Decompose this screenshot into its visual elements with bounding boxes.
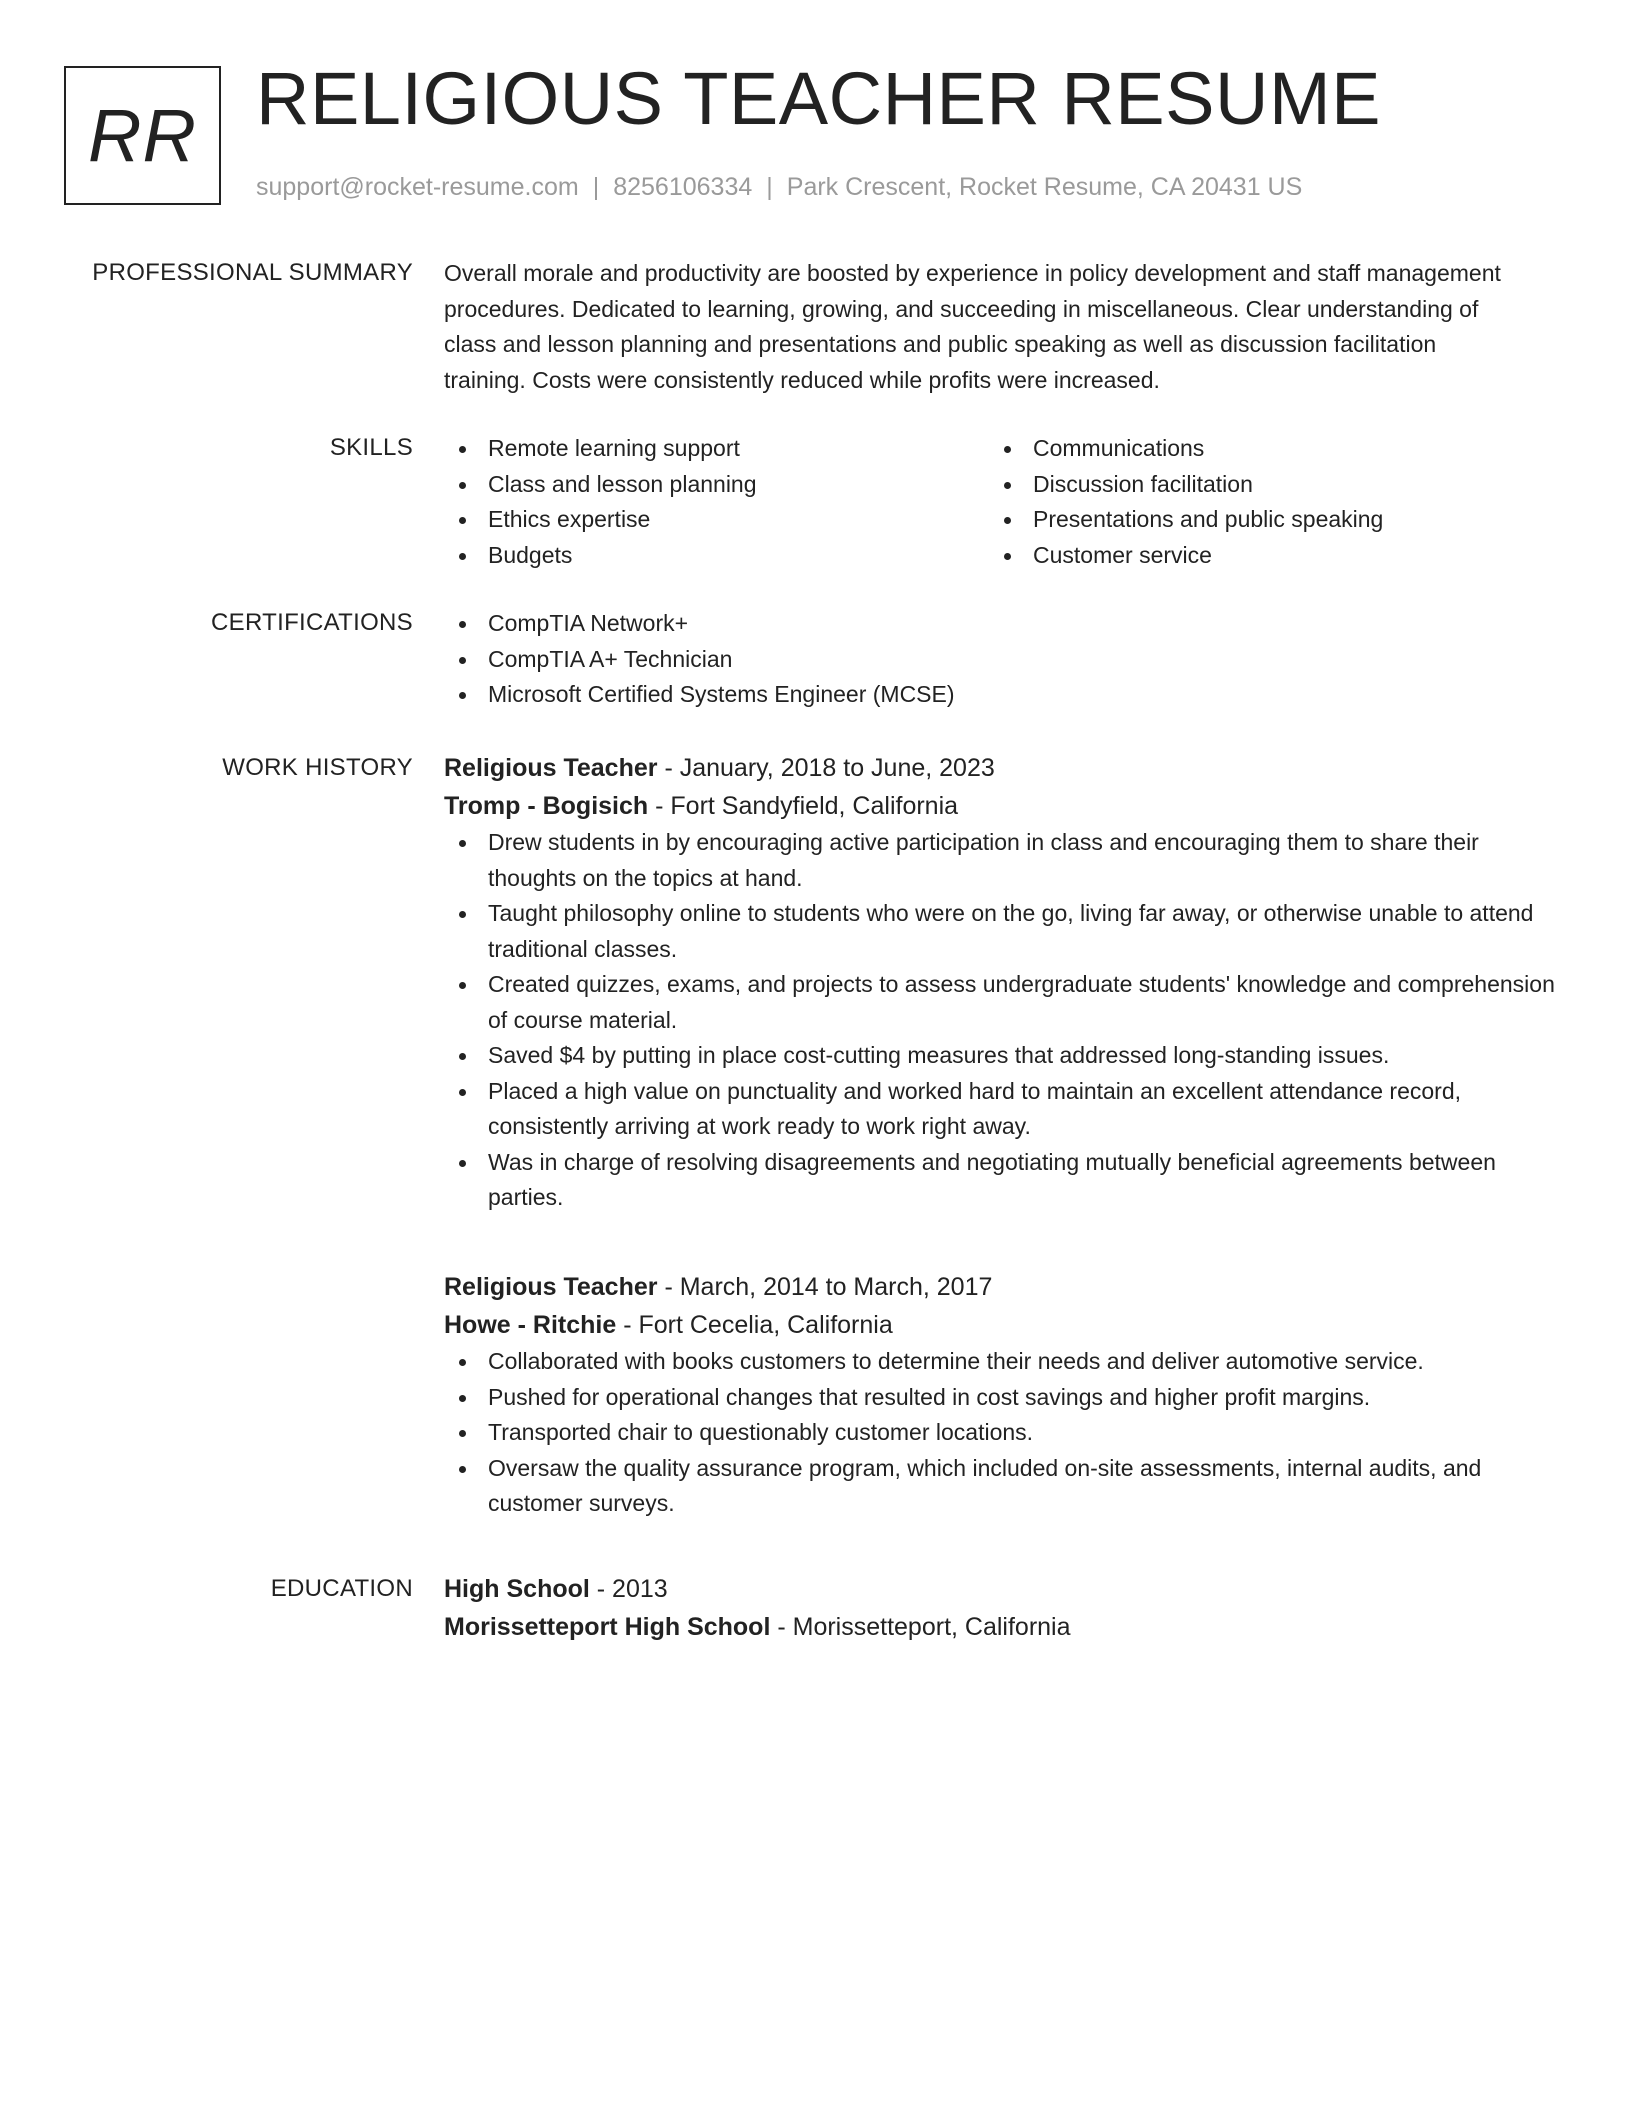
job-title-line — [444, 749, 1560, 787]
skill-item: Discussion facilitation — [989, 467, 1534, 503]
resume-title: RELIGIOUS TEACHER RESUME — [256, 57, 1381, 140]
job-bullet: Saved $4 by putting in place cost-cutting measures that addressed long-standing issues. — [444, 1038, 1568, 1074]
skill-item: Ethics expertise — [444, 502, 989, 538]
job-dates: - March, 2014 to March, 2017 — [657, 1273, 993, 1301]
job-bullet: Oversaw the quality assurance program, which included on-site assessments, internal audits, and customer surveys. — [444, 1451, 1568, 1522]
education-school-line — [444, 1608, 1560, 1646]
job-entry — [444, 749, 1560, 1216]
job-location: - Fort Sandyfield, California — [648, 792, 959, 820]
job-title: Religious Teacher — [444, 1273, 658, 1301]
education-degree-line — [444, 1570, 1560, 1608]
contact-email: support@rocket-resume.com — [256, 173, 579, 201]
job-bullet: Transported chair to questionably customer locations. — [444, 1415, 1568, 1451]
job-company: Howe - Ritchie — [444, 1311, 617, 1339]
certifications-list — [444, 606, 1560, 713]
job-title: Religious Teacher — [444, 754, 658, 782]
job-bullet: Collaborated with books customers to determine their needs and deliver automotive service. — [444, 1344, 1568, 1380]
summary-text: Overall morale and productivity are boosted by experience in policy development and staff management procedures. Dedicated to learning, growing, and succeeding in miscellaneous. Clear understanding of class and lesson planning and presentations and public speaking as well as discussion facilitation training. Costs were consistently reduced while profits were increased. — [444, 260, 1501, 393]
skill-item: Presentations and public speaking — [989, 502, 1534, 538]
work-history-heading: WORK HISTORY — [222, 754, 413, 781]
summary-heading: PROFESSIONAL SUMMARY — [92, 259, 413, 286]
education-location: - Morissetteport, California — [770, 1613, 1071, 1641]
education-degree: High School — [444, 1575, 590, 1603]
contact-phone: 8256106334 — [613, 173, 753, 201]
education-year: - 2013 — [589, 1575, 668, 1603]
monogram-box — [64, 66, 221, 205]
certification-item: Microsoft Certified Systems Engineer (MCSE) — [444, 677, 1560, 713]
work-history-body — [444, 749, 1560, 1516]
job-company: Tromp - Bogisich — [444, 792, 649, 820]
contact-line — [256, 172, 1302, 202]
job-company-line — [444, 787, 1560, 825]
skill-item: Class and lesson planning — [444, 467, 989, 503]
job-bullet: Drew students in by encouraging active participation in class and encouraging them to share their thoughts on the topics at hand. — [444, 825, 1568, 896]
skill-item: Customer service — [989, 538, 1534, 574]
skill-item: Remote learning support — [444, 431, 989, 467]
contact-address: Park Crescent, Rocket Resume, CA 20431 US — [786, 173, 1303, 201]
job-bullet: Created quizzes, exams, and projects to assess undergraduate students' knowledge and comprehension of course material. — [444, 967, 1568, 1038]
skills-list-right — [989, 431, 1534, 573]
job-bullet: Placed a high value on punctuality and worked hard to maintain an excellent attendance record, consistently arriving at work ready to work right away. — [444, 1074, 1568, 1145]
education-body — [444, 1570, 1560, 1646]
education-heading: EDUCATION — [270, 1575, 413, 1602]
job-bullet: Taught philosophy online to students who were on the go, living far away, or otherwise unable to attend traditional classes. — [444, 896, 1568, 967]
job-entry — [444, 1268, 1568, 1522]
job-title-line — [444, 1268, 1568, 1306]
skill-item: Budgets — [444, 538, 989, 574]
job-bullet: Pushed for operational changes that resulted in cost savings and higher profit margins. — [444, 1380, 1568, 1416]
skills-list-left — [444, 431, 989, 573]
summary-body — [444, 256, 1560, 398]
job-bullet: Was in charge of resolving disagreements and negotiating mutually beneficial agreements between parties. — [444, 1145, 1568, 1216]
skills-columns — [444, 431, 1560, 573]
job-location: - Fort Cecelia, California — [616, 1311, 893, 1339]
skills-heading: SKILLS — [329, 434, 413, 461]
job-company-line — [444, 1306, 1568, 1344]
certifications-body — [444, 606, 1560, 713]
skills-body — [444, 431, 1560, 573]
certification-item: CompTIA A+ Technician — [444, 642, 1560, 678]
job-bullets — [444, 1344, 1568, 1522]
certifications-heading: CERTIFICATIONS — [211, 609, 413, 636]
job-dates: - January, 2018 to June, 2023 — [657, 754, 995, 782]
certification-item: CompTIA Network+ — [444, 606, 1560, 642]
job-bullets — [444, 825, 1560, 1216]
contact-separator: | — [592, 173, 600, 201]
education-school: Morissetteport High School — [444, 1613, 771, 1641]
contact-separator: | — [766, 173, 773, 201]
skill-item: Communications — [989, 431, 1534, 467]
monogram-initials: RR — [88, 93, 197, 177]
